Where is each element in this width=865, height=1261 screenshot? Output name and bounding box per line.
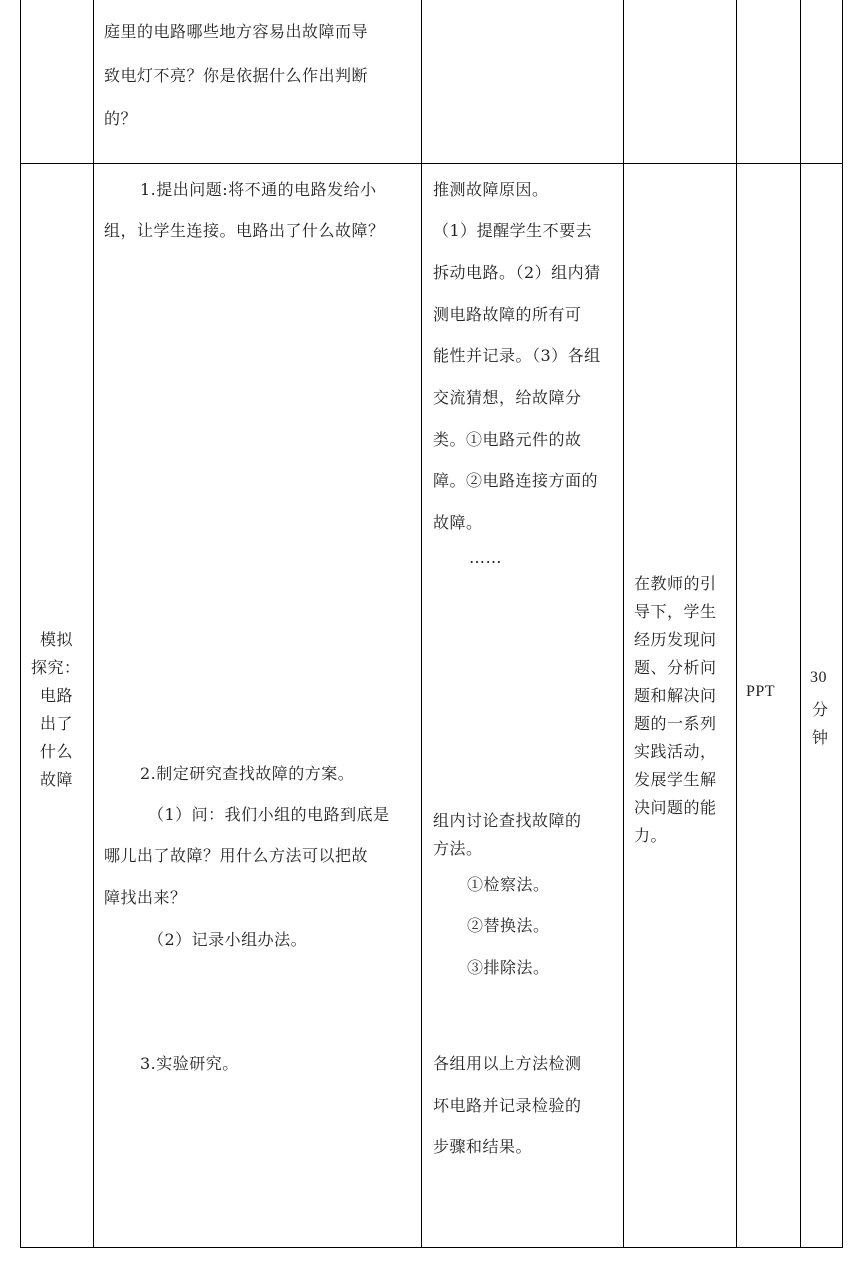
stage-line-5: 什么: [40, 742, 74, 761]
intent-line-7: 实践活动，: [634, 742, 717, 761]
table-bottom-border: [20, 1247, 842, 1248]
student-guess-line-6: 交流猜想，给故障分: [433, 388, 582, 407]
student-guess-line-3: 拆动电路。（2）组内猜: [433, 263, 601, 282]
stage-line-4: 出了: [40, 714, 74, 733]
row-divider: [20, 163, 842, 164]
teacher-step2-question-line-2: 哪儿出了故障？用什么方法可以把故: [104, 846, 369, 865]
media-value: PPT: [746, 683, 776, 700]
time-unit-2: 钟: [812, 728, 829, 747]
student-guess-line-9: 故障。: [433, 513, 483, 532]
teacher-step2-record: （2）记录小组办法。: [148, 930, 308, 949]
student-test-line-2: 坏电路并记录检验的: [433, 1096, 582, 1115]
student-guess-line-5: 能性并记录。（3）各组: [433, 346, 601, 365]
row1-content-line-3: 的？: [104, 109, 138, 128]
student-test-line-1: 各组用以上方法检测: [433, 1054, 582, 1073]
intent-line-6: 题的一系列: [634, 714, 717, 733]
student-method-3: ③排除法。: [467, 958, 550, 977]
stage-line-2: 探究：: [31, 658, 81, 677]
intent-line-10: 力。: [634, 826, 668, 845]
col-border-6: [800, 0, 801, 1248]
col-border-5: [736, 0, 737, 1248]
student-method-line-1: 组内讨论查找故障的: [433, 811, 582, 830]
row1-content-line-1: 庭里的电路哪些地方容易出故障而导: [104, 22, 369, 41]
intent-line-2: 导下，学生: [634, 602, 717, 621]
student-method-2: ②替换法。: [467, 916, 550, 935]
stage-line-6: 故障: [40, 770, 74, 789]
teacher-step1-line-2: 组，让学生连接。电路出了什么故障？: [104, 221, 385, 240]
teacher-step3: 3.实验研究。: [140, 1054, 239, 1073]
stage-line-3: 电路: [40, 686, 74, 705]
teacher-step2-question-line-1: （1）问：我们小组的电路到底是: [148, 805, 390, 824]
student-test-line-3: 步骤和结果。: [433, 1137, 533, 1156]
stage-line-1: 模拟: [40, 630, 74, 649]
row1-content-line-2: 致电灯不亮？你是依据什么作出判断: [104, 66, 369, 85]
intent-line-4: 题、分析问: [634, 658, 717, 677]
student-ellipsis: ……: [469, 548, 502, 567]
student-guess-line-4: 测电路故障的所有可: [433, 305, 582, 324]
intent-line-8: 发展学生解: [634, 770, 717, 789]
student-method-line-2: 方法。: [433, 839, 483, 858]
student-guess-line-8: 障。②电路连接方面的: [433, 471, 599, 490]
student-guess-line-2: （1）提醒学生不要去: [433, 221, 593, 240]
student-guess-line-1: 推测故障原因。: [433, 180, 549, 199]
time-unit-1: 分: [812, 700, 829, 719]
teacher-step2-question-line-3: 障找出来？: [104, 888, 187, 907]
intent-line-9: 决问题的能: [634, 798, 717, 817]
intent-line-5: 题和解决问: [634, 686, 717, 705]
teacher-step2-title: 2.制定研究查找故障的方案。: [140, 764, 355, 783]
col-border-3: [421, 0, 422, 1248]
teacher-step1-line-1: 1.提出问题:将不通的电路发给小: [140, 180, 377, 199]
col-border-7: [842, 0, 843, 1248]
time-number: 30: [810, 669, 827, 686]
student-guess-line-7: 类。①电路元件的故: [433, 430, 582, 449]
student-method-1: ①检察法。: [467, 875, 550, 894]
intent-line-3: 经历发现问: [634, 630, 717, 649]
intent-line-1: 在教师的引: [634, 574, 717, 593]
col-border-4: [623, 0, 624, 1248]
col-border-1: [20, 0, 21, 1248]
col-border-2: [93, 0, 94, 1248]
